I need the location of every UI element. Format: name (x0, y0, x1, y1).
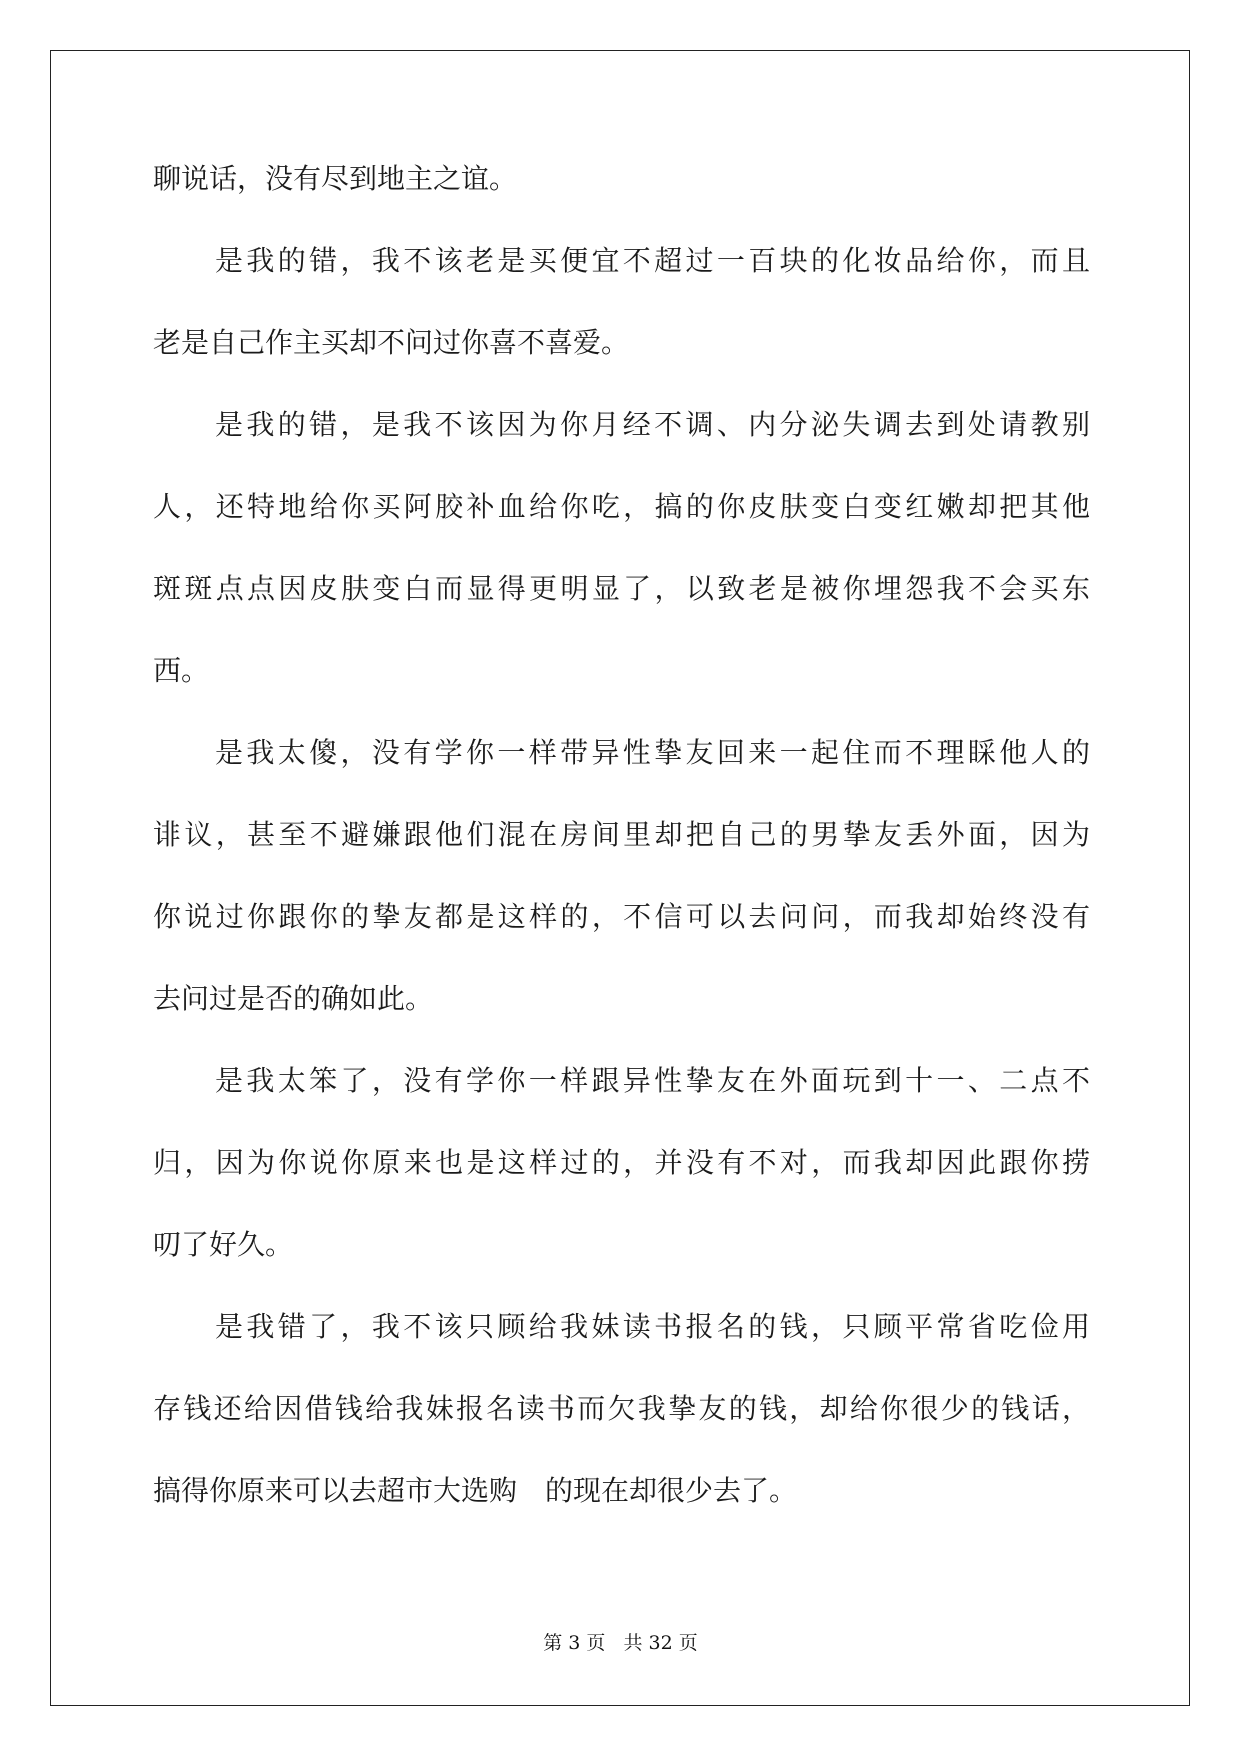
text-line: 聊说话，没有尽到地主之谊。 (153, 162, 518, 195)
text-line: 诽议，甚至不避嫌跟他们混在房间里却把自己的男挚友丢外面，因为 (153, 818, 1090, 851)
text-line: 老是自己作主买却不问过你喜不喜爱。 (153, 326, 630, 359)
text-line: 叨了好久。 (153, 1228, 294, 1261)
text-line: 归，因为你说你原来也是这样过的，并没有不对，而我却因此跟你捞 (153, 1146, 1090, 1179)
text-line: 去问过是否的确如此。 (153, 982, 434, 1015)
text-line: 人，还特地给你买阿胶补血给你吃，搞的你皮肤变白变红嫩却把其他 (153, 490, 1090, 523)
text-line: 是我错了，我不该只顾给我妹读书报名的钱，只顾平常省吃俭用 (215, 1310, 1090, 1343)
text-line: 是我的错，是我不该因为你月经不调、内分泌失调去到处请教别 (215, 408, 1090, 441)
document-body (153, 162, 1090, 1559)
text-line: 斑斑点点因皮肤变白而显得更明显了，以致老是被你埋怨我不会买东 (153, 572, 1090, 605)
text-line: 是我太笨了，没有学你一样跟异性挚友在外面玩到十一、二点不 (215, 1064, 1090, 1097)
page-number-current: 第 3 页 (543, 1632, 606, 1654)
text-line: 是我太傻，没有学你一样带异性挚友回来一起住而不理睬他人的 (215, 736, 1090, 769)
text-line: 你说过你跟你的挚友都是这样的，不信可以去问问，而我却始终没有 (153, 900, 1090, 933)
text-line: 西。 (153, 654, 210, 687)
text-line: 搞得你原来可以去超市大选购 的现在却很少去了。 (153, 1474, 798, 1507)
text-line: 是我的错，我不该老是买便宜不超过一百块的化妆品给你，而且 (215, 244, 1090, 277)
text-line: 存钱还给因借钱给我妹报名读书而欠我挚友的钱，却给你很少的钱话， (153, 1392, 1090, 1425)
page-number-total: 共 32 页 (623, 1632, 698, 1654)
page-footer (0, 1628, 1241, 1655)
